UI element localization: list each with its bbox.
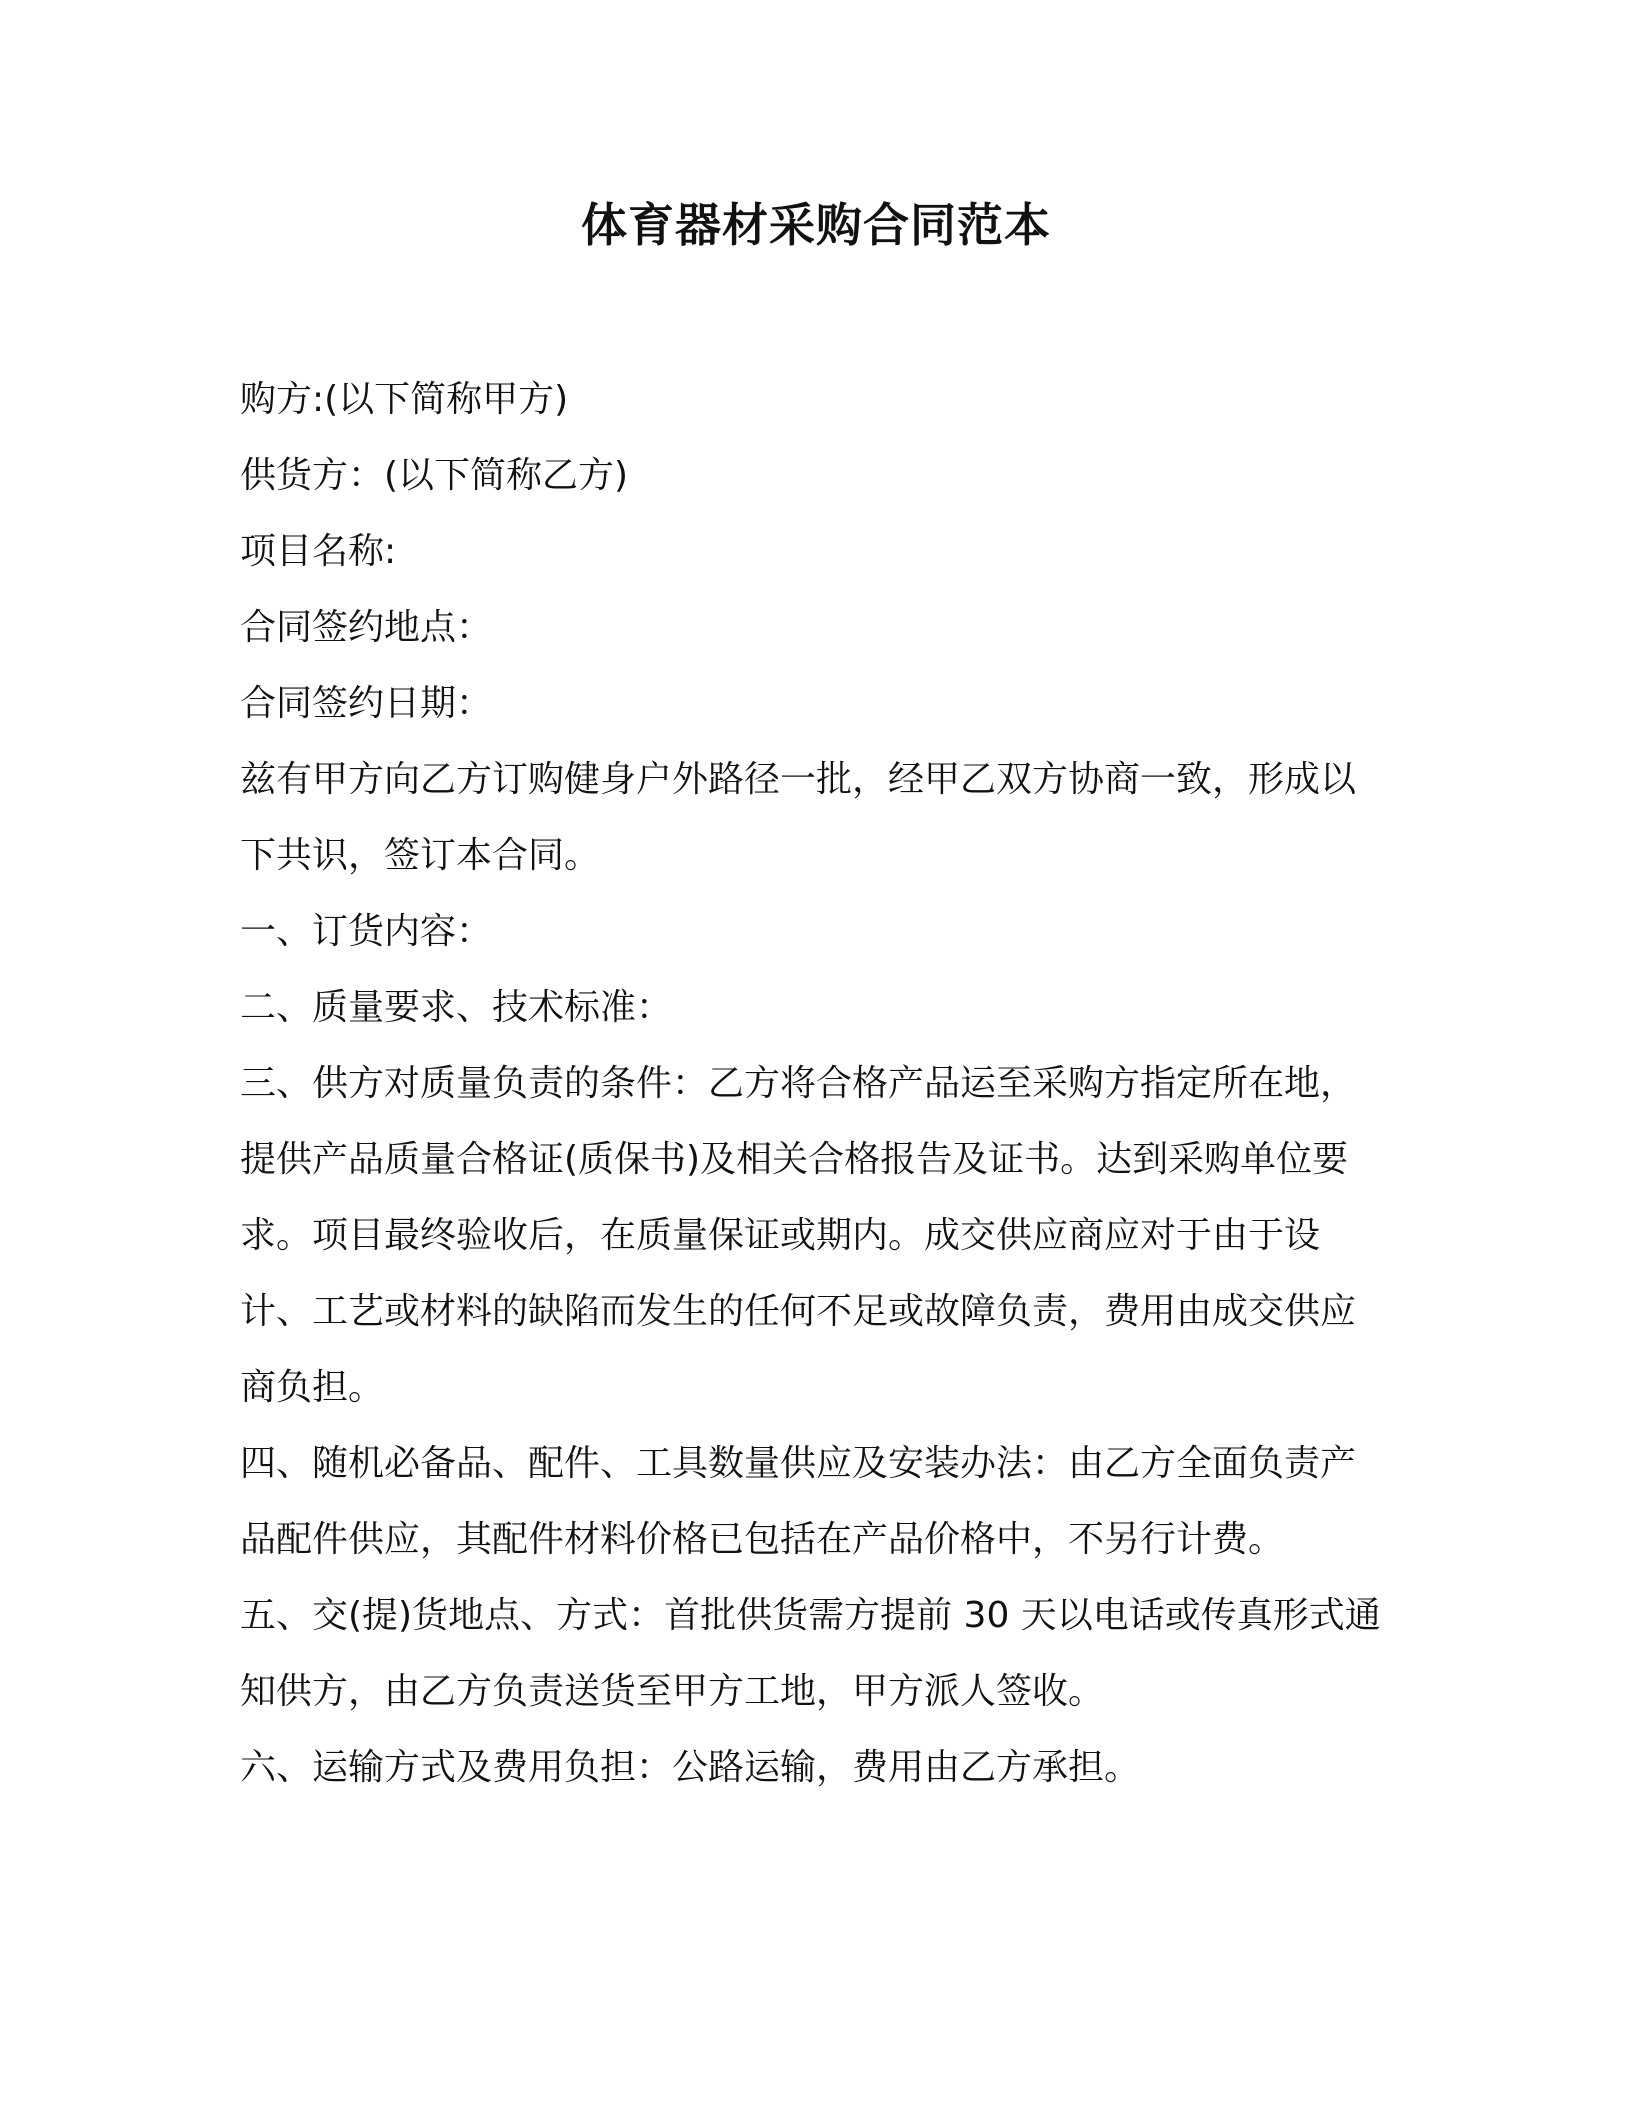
document-body — [240, 362, 1390, 1806]
paragraph-signing-place: 合同签约地点： — [240, 607, 493, 648]
paragraph-section-4: 四、随机必备品、配件、工具数量供应及安装办法：由乙方全面负责产品配件供应，其配件材料价格已包括在产品价格中，不另行计费。 — [240, 1443, 1357, 1560]
paragraph-buyer: 购方:(以下简称甲方) — [240, 379, 569, 420]
paragraph-project-name: 项目名称: — [240, 531, 397, 572]
paragraph-section-1: 一、订货内容： — [240, 911, 493, 952]
paragraph-section-5: 五、交(提)货地点、方式：首批供货需方提前 30 天以电话或传真形式通知供方，由乙方负责送货至甲方工地，甲方派人签收。 — [240, 1595, 1381, 1712]
paragraph-section-3: 三、供方对质量负责的条件：乙方将合格产品运至采购方指定所在地，提供产品质量合格证(质保书)及相关合格报告及证书。达到采购单位要求。项目最终验收后，在质量保证或期内。成交供应商应对于由于设计、工艺或材料的缺陷而发生的任何不足或故障负责，费用由成交供应商负担。 — [240, 1063, 1357, 1408]
paragraph-preamble: 兹有甲方向乙方订购健身户外路径一批，经甲乙双方协商一致，形成以下共识，签订本合同。 — [240, 759, 1357, 876]
document-title: 体育器材采购合同范本 — [581, 198, 1051, 252]
paragraph-section-6: 六、运输方式及费用负担：公路运输，费用由乙方承担。 — [240, 1747, 1141, 1788]
paragraph-supplier: 供货方：(以下简称乙方) — [240, 455, 629, 496]
paragraph-signing-date: 合同签约日期： — [240, 683, 493, 724]
paragraph-section-2: 二、质量要求、技术标准： — [240, 987, 673, 1028]
